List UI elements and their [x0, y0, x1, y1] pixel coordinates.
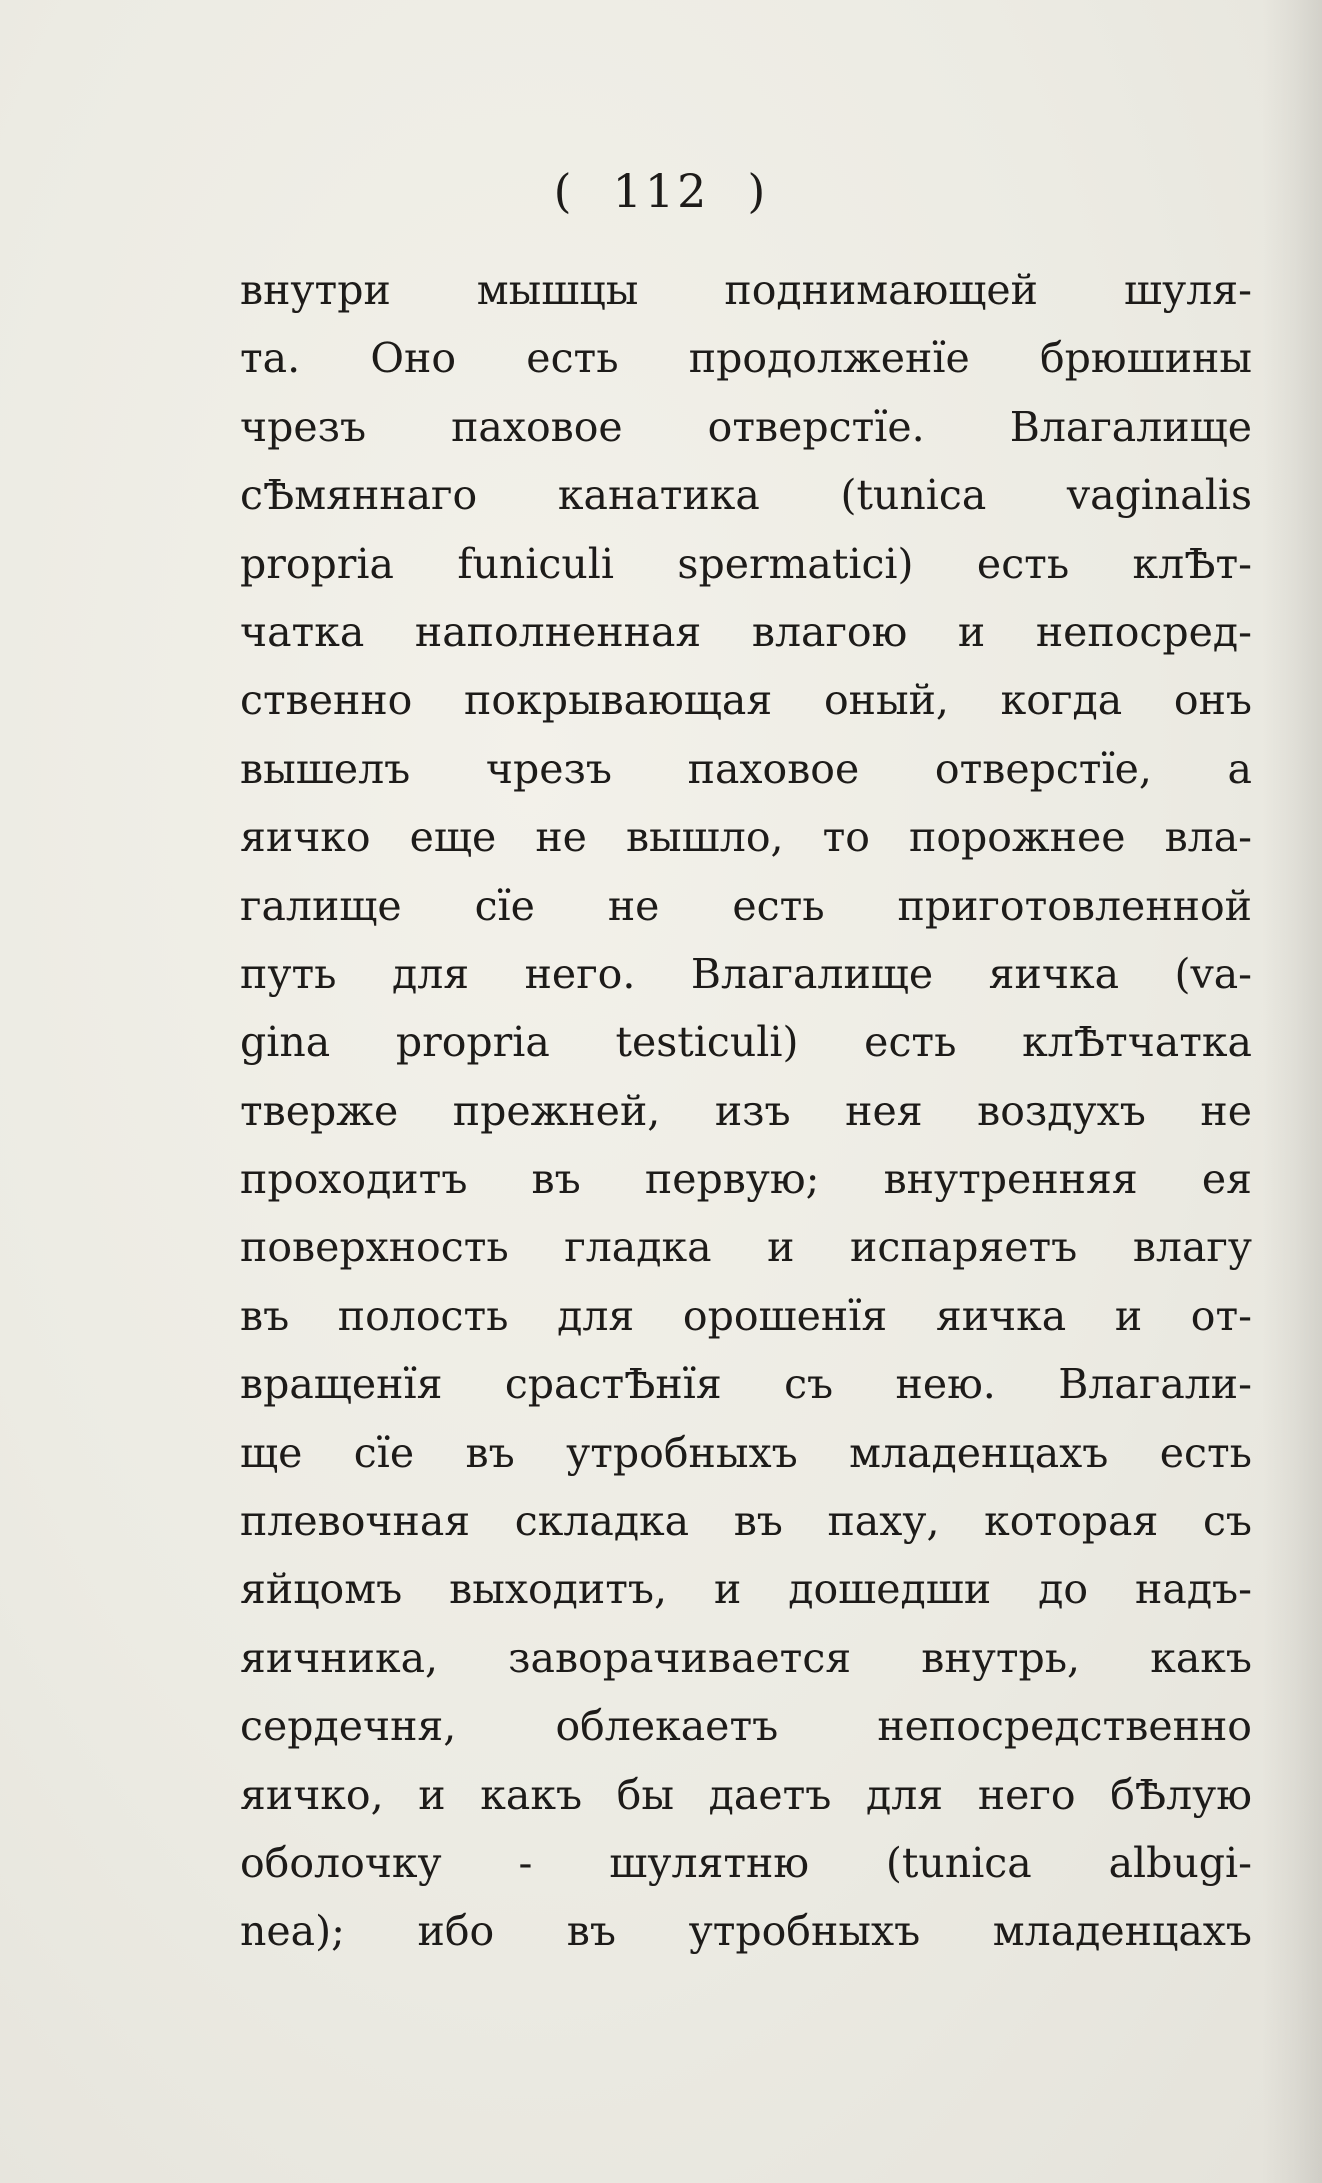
text-line: ственно покрывающая оный, когда онъ	[240, 676, 1252, 725]
text-line: чатка наполненная влагою и непосред-	[240, 607, 1252, 656]
body-text	[240, 256, 1252, 1966]
text-line: оболочку - шулятню (tunica albugi-	[240, 1838, 1252, 1887]
text-line: вышелъ чрезъ паховое отверстїе, а	[240, 744, 1252, 793]
text-line: та. Оно есть продолженїе брюшины	[240, 334, 1252, 383]
text-line: тверже прежней, изъ нея воздухъ не	[240, 1086, 1252, 1135]
text-line: чрезъ паховое отверстїе. Влагалище	[240, 402, 1252, 451]
text-line: яичко еще не вышло, то порожнее вла-	[240, 813, 1252, 862]
text-line: сѢмяннаго канатика (tunica vaginalis	[240, 471, 1252, 520]
page-edge-shadow	[1262, 0, 1322, 2183]
open-paren: (	[553, 164, 575, 218]
text-line: ще сїе въ утробныхъ младенцахъ есть	[240, 1428, 1252, 1477]
text-line: въ полость для орошенїя яичка и от-	[240, 1291, 1252, 1340]
text-line: propria funiculi spermatici) есть клѢт-	[240, 539, 1252, 588]
text-line: поверхность гладка и испаряетъ влагу	[240, 1223, 1252, 1272]
text-line: nea); ибо въ утробныхъ младенцахъ	[240, 1907, 1252, 1956]
text-line: яйцомъ выходитъ, и дошедши до надъ-	[240, 1565, 1252, 1614]
close-paren: )	[747, 164, 769, 218]
text-line: яичника, заворачивается внутрь, какъ	[240, 1633, 1252, 1682]
page-number: 112	[612, 164, 710, 218]
text-line: вращенїя срастѢнїя съ нею. Влагали-	[240, 1360, 1252, 1409]
text-line: плевочная складка въ паху, которая съ	[240, 1497, 1252, 1546]
text-line: сердечня, облекаетъ непосредственно	[240, 1702, 1252, 1751]
text-line: внутри мышцы поднимающей шуля-	[240, 266, 1252, 314]
text-line: gina propria testiculi) есть клѢтчатка	[240, 1018, 1252, 1067]
text-line: яичко, и какъ бы даетъ для него бѢлую	[240, 1770, 1252, 1819]
text-line: галище сїе не есть приготовленной	[240, 881, 1252, 930]
text-line: проходитъ въ первую; внутренняя ея	[240, 1155, 1252, 1204]
page-number-header	[0, 156, 1322, 226]
text-line: путь для него. Влагалище яичка (va-	[240, 949, 1252, 998]
